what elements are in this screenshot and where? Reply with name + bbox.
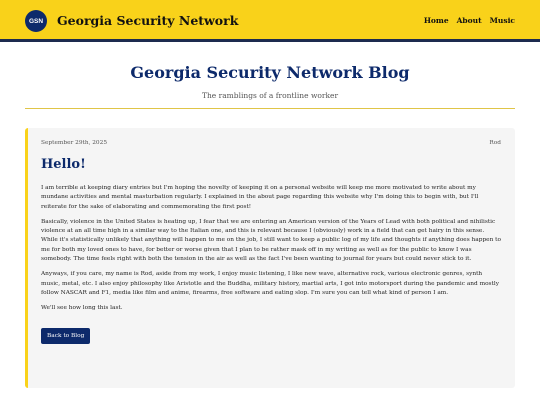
nav-about-link[interactable]: About bbox=[456, 16, 482, 25]
post-date: September 29th, 2025 bbox=[41, 140, 108, 146]
post-card bbox=[25, 128, 515, 388]
post-author: Rod bbox=[489, 140, 501, 146]
page-subtitle: The ramblings of a frontline worker bbox=[201, 91, 339, 100]
site-name[interactable]: Georgia Security Network bbox=[57, 13, 239, 28]
post-paragraph: Basically, violence in the United States is heating up, I fear that we are entering an American version of the Years of Lead with both political and nihilistic violence at an all time high in a similar way to the Italian one, and this is relevant because I (obviously) work in a field that can get hairy in this sense. While it's statistically unlikely that anything will happen to me on the job, I still want to keep a public log of my life and thoughts if anything does happen to me for both my loved ones to have, for better or worse given that I plan to be rather mask off in my writing as well as for the public to know I was somebody. The time feels right with both the tension in the air as well as the fact I've been wanting to journal for years but could never stick to it. bbox=[41, 218, 501, 263]
page-title: Georgia Security Network Blog bbox=[130, 63, 410, 82]
post-paragraph: Anyways, if you care, my name is Rod, aside from my work, I enjoy music listening, I like new wave, alternative rock, various electronic genres, synth music, metal, etc. I also enjoy philosophy like Aristotle and the Buddha, military history, martial arts, I got into motorsport during the pandemic and mostly follow NASCAR and F1, media like film and anime, firearms, free software and eating slop. I'm sure you can tell what kind of person I am. bbox=[41, 271, 499, 296]
post-meta bbox=[41, 140, 501, 146]
divider bbox=[25, 108, 515, 109]
nav-home-link[interactable]: Home bbox=[423, 16, 449, 25]
site-logo[interactable]: GSN bbox=[25, 10, 47, 32]
post-title: Hello! bbox=[41, 157, 86, 172]
site-header bbox=[0, 0, 540, 42]
main-nav bbox=[424, 16, 515, 25]
post-paragraph: I am terrible at keeping diary entries but I'm hoping the novelty of keeping it on a personal website will keep me more motivated to write about my mundane activities and mental masturbation regularly. I explained in the about page regarding this website why I'm doing this to begin with, but I'll reiterate for the sake of elaborating and commemorating the first post! bbox=[41, 185, 479, 210]
post-paragraph: We'll see how long this last. bbox=[41, 305, 123, 312]
back-to-blog-button[interactable]: Back to Blog bbox=[41, 328, 90, 344]
nav-music-link[interactable]: Music bbox=[489, 16, 515, 25]
